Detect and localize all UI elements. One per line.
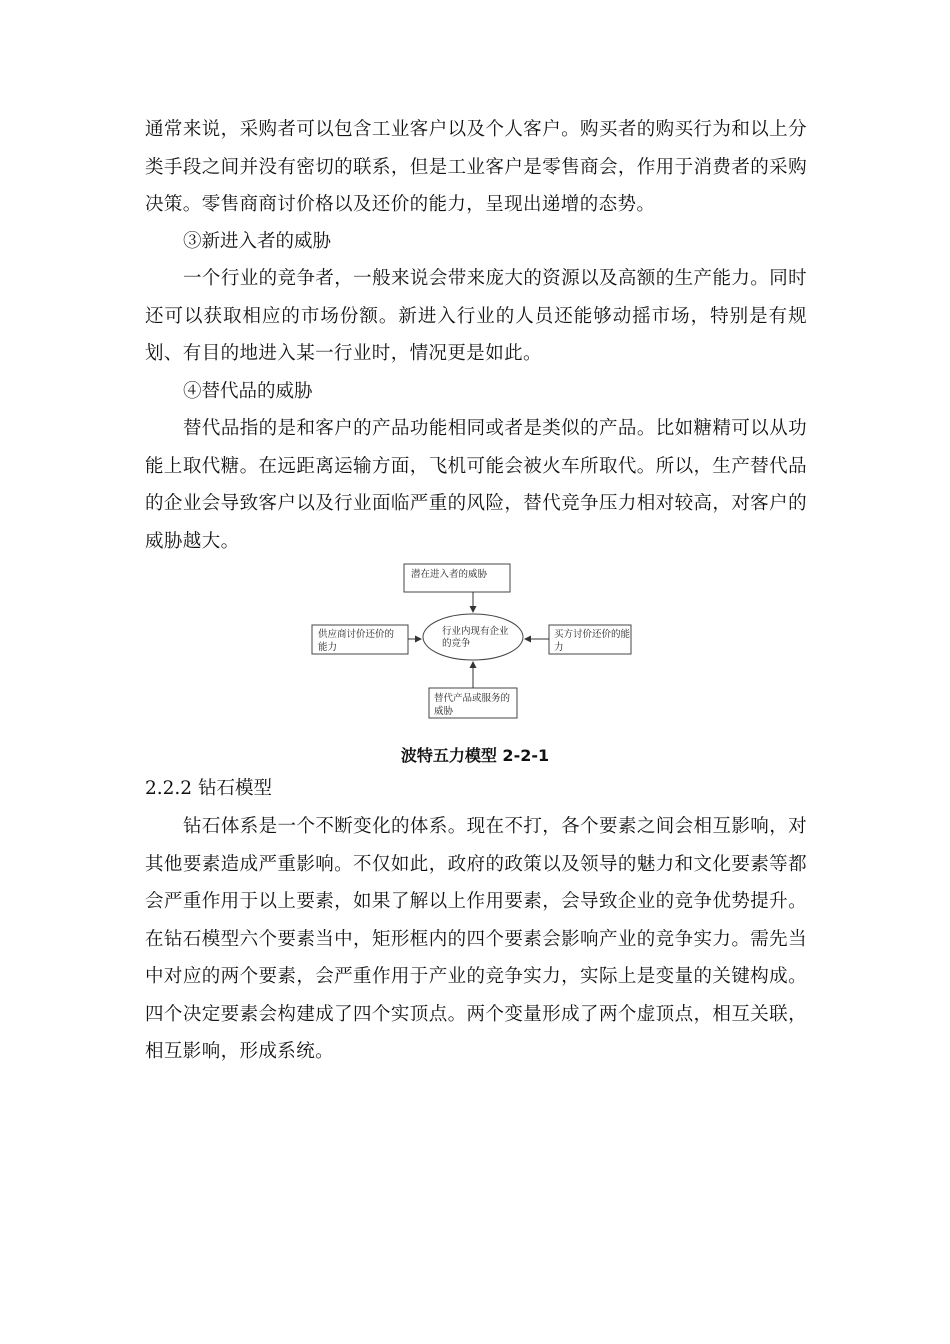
paragraph-new-entrants: 一个行业的竞争者，一般来说会带来庞大的资源以及高额的生产能力。同时还可以获取相应的市场份额。新进入行业的人员还能够动摇市场，特别是有规划、有目的地进入某一行业时，情况更是如此。 [145, 268, 807, 364]
left-label-line2: 能力 [318, 642, 338, 653]
item-new-entrants-heading: ③新进入者的威胁 [183, 231, 332, 252]
right-label-line1: 买方讨价还价的能 [554, 629, 631, 640]
left-label-line1: 供应商讨价还价的 [318, 629, 395, 640]
center-label-line2: 的竞争 [442, 638, 471, 649]
top-force-label: 潜在进入者的威胁 [411, 569, 488, 580]
paragraph-diamond-model: 钻石体系是一个不断变化的体系。现在不打，各个要素之间会相互影响，对其他要素造成严重影响。不仅如此，政府的政策以及领导的魅力和文化要素等都会严重作用于以上要素，如果了解以上作用要素，会导致企业的竞争优势提升。在钻石模型六个要素当中，矩形框内的四个要素会影响产业的竞争实力。需先当中对应的两个要素，会严重作用于产业的竞争实力，实际上是变量的关键构成。四个决定要素会构建成了四个实顶点。两个变量形成了两个虚顶点，相互关联，相互影响，形成系统。 [145, 816, 807, 1062]
paragraph-substitutes: 替代品指的是和客户的产品功能相同或者是类似的产品。比如糖精可以从功能上取代糖。在远距离运输方面，飞机可能会被火车所取代。所以，生产替代品的企业会导致客户以及行业面临严重的风险，替代竞争压力相对较高，对客户的威胁越大。 [145, 418, 807, 552]
item-substitutes-heading: ④替代品的威胁 [183, 381, 313, 402]
paragraph-buyer-power: 通常来说，采购者可以包含工业客户以及个人客户。购买者的购买行为和以上分类手段之间并没有密切的联系，但是工业客户是零售商会，作用于消费者的采购决策。零售商商讨价格以及还价的能力，呈现出递增的态势。 [145, 119, 807, 215]
center-rivalry-ellipse [423, 614, 523, 660]
right-label-line2: 力 [554, 642, 564, 653]
section-heading: 2.2.2 钻石模型 [145, 778, 272, 799]
bottom-label-line2: 威胁 [434, 706, 454, 717]
porter-five-forces-diagram [310, 555, 645, 725]
figure-caption: 波特五力模型 2-2-1 [400, 746, 550, 765]
center-label-line1: 行业内现有企业 [442, 626, 509, 637]
bottom-label-line1: 替代产品或服务的 [434, 693, 511, 704]
